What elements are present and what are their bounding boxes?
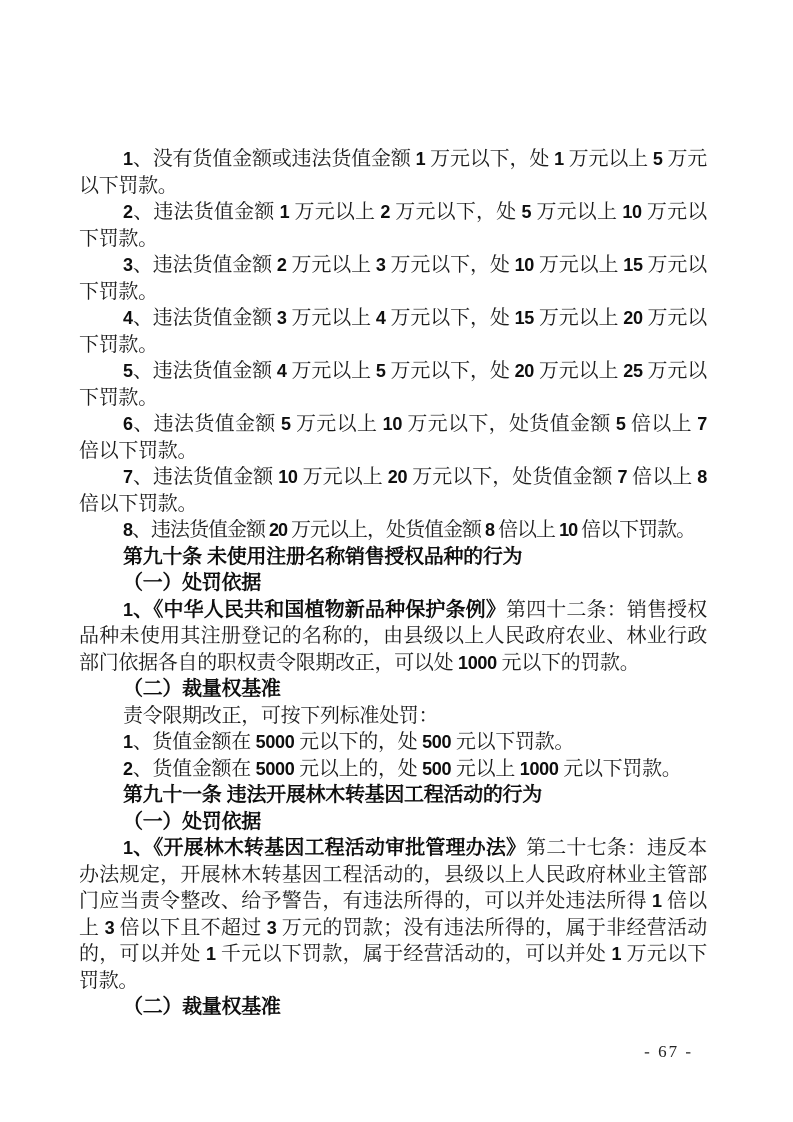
paragraph (79, 703, 707, 730)
paragraph (79, 252, 707, 305)
text-run: 第二十七条：违反本办法规定，开展林木转基因工程活动的，县级以上人民政府林业主管部门应当责令整改、给予警告，有违法所得的，可以并处违法所得 1 倍以上 3 倍以下且不超过 3 万元的罚款；没有违法所得的，属于非经营活动的，可以并处 1 千元以下罚款，属于经营活动的，可以并处 1 万元以下罚款。 (79, 837, 708, 992)
paragraph (79, 358, 707, 411)
text-run: 第四十二条：销售授权品种未使用其注册登记的名称的，由县级以上人民政府农业、林业行政部门依据各自的职权责令限期改正，可以处 1000 元以下的罚款。 (79, 598, 707, 674)
text-run: 1、没有货值金额或违法货值金额 1 万元以下，处 1 万元以上 5 万元以下罚款。 (79, 148, 708, 197)
section-heading (79, 676, 707, 703)
text-run: 2、货值金额在 5000 元以上的，处 500 元以上 1000 元以下罚款。 (123, 757, 682, 780)
section-heading (79, 570, 707, 597)
text-run: 1、货值金额在 5000 元以下的，处 500 元以下罚款。 (123, 731, 575, 753)
text-run: 3、违法货值金额 2 万元以上 3 万元以下，处 10 万元以上 15 万元以下罚款。 (79, 254, 707, 303)
paragraph (79, 411, 707, 464)
text-run: 7、违法货值金额 10 万元以上 20 万元以下，处货值金额 7 倍以上 8 倍以下罚款。 (79, 466, 707, 515)
paragraph (79, 464, 707, 517)
bold-text-run: 第九十条 未使用注册名称销售授权品种的行为 (123, 545, 523, 568)
text-run: 2、违法货值金额 1 万元以上 2 万元以下，处 5 万元以上 10 万元以下罚款。 (79, 201, 707, 250)
bold-text-run: 第九十一条 违法开展林木转基因工程活动的行为 (123, 784, 542, 806)
section-heading (79, 994, 707, 1021)
article-heading (79, 544, 707, 571)
paragraph (79, 835, 707, 994)
text-run: 8、违法货值金额 20 万元以上，处货值金额 8 倍以上 10 倍以下罚款。 (123, 519, 696, 541)
paragraph (79, 597, 707, 677)
paragraph (79, 729, 707, 756)
bold-text-run: （二）裁量权基准 (123, 996, 281, 1018)
article-heading (79, 782, 707, 809)
text-run: 5、违法货值金额 4 万元以上 5 万元以下，处 20 万元以上 25 万元以下罚款。 (79, 360, 707, 409)
bold-text-run: 1、《开展林木转基因工程活动审批管理办法》 (123, 837, 527, 859)
paragraph (79, 756, 707, 783)
page-number-text: - 67 - (644, 1042, 693, 1061)
text-run: 4、违法货值金额 3 万元以上 4 万元以下，处 15 万元以上 20 万元以下罚款。 (79, 307, 707, 356)
paragraph (79, 305, 707, 358)
text-run: 6、违法货值金额 5 万元以上 10 万元以下，处货值金额 5 倍以上 7 倍以下罚款。 (79, 413, 707, 462)
paragraph (79, 517, 707, 544)
document-content (79, 146, 707, 1021)
page-number (644, 1042, 693, 1062)
bold-text-run: （一）处罚依据 (123, 572, 261, 594)
bold-text-run: （一）处罚依据 (123, 810, 261, 833)
section-heading (79, 809, 707, 836)
bold-text-run: 1、《中华人民共和国植物新品种保护条例》 (123, 598, 506, 621)
bold-text-run: （二）裁量权基准 (123, 678, 281, 700)
paragraph (79, 146, 707, 199)
paragraph (79, 199, 707, 252)
text-run: 责令限期改正，可按下列标准处罚： (123, 704, 439, 727)
